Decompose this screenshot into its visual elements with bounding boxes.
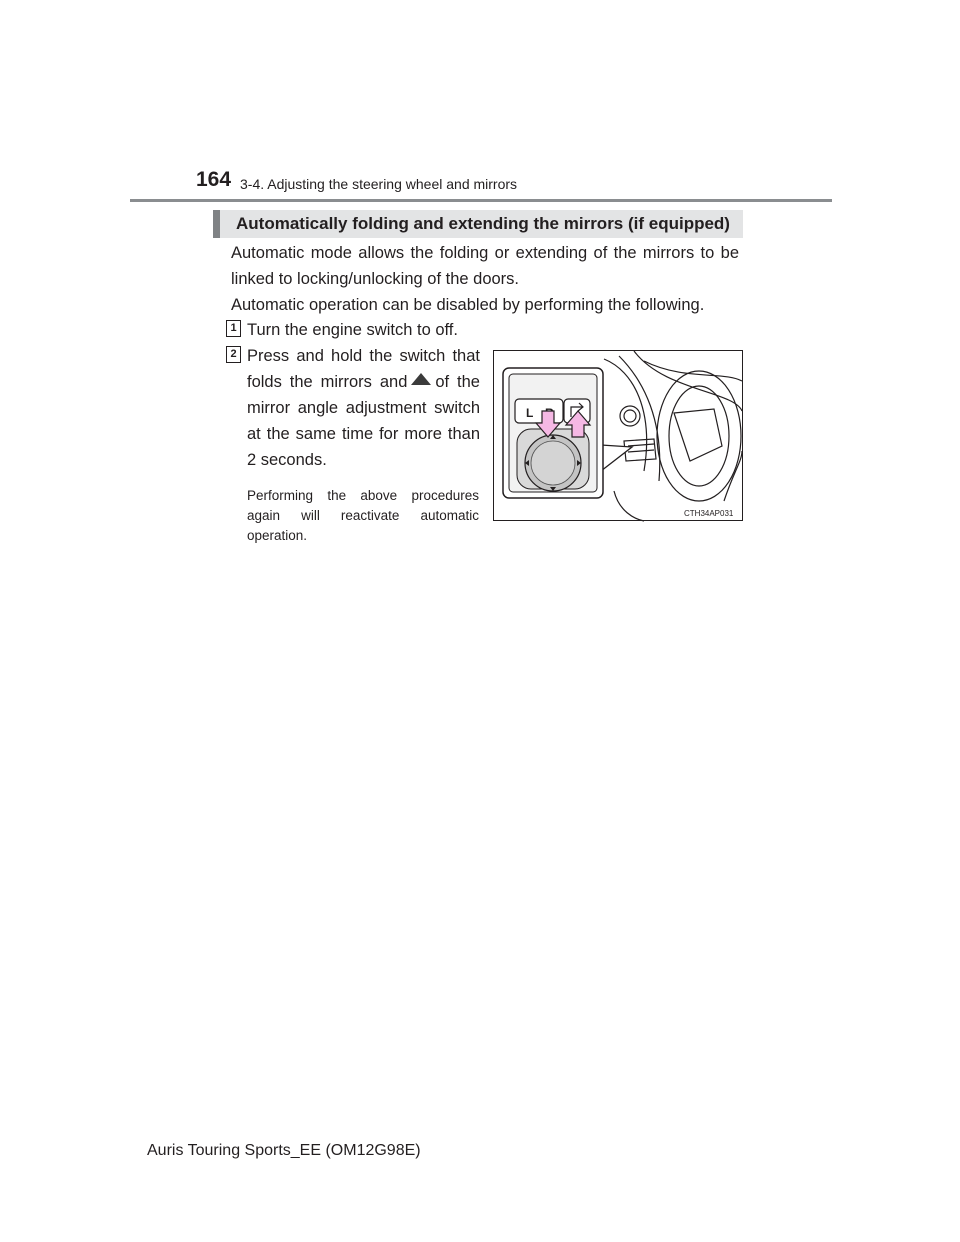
dashboard-line: [634, 351, 742, 411]
left-mirror-label: L: [526, 406, 534, 420]
ignition-ring: [620, 406, 640, 426]
mirror-angle-adjustment-pad: [531, 441, 575, 485]
steering-hub: [674, 409, 722, 461]
step-2-text: [247, 343, 480, 473]
step-2-number: 2: [226, 346, 241, 363]
step-1-number: 1: [226, 320, 241, 337]
note-text: Performing the above procedures again will reactivate automatic operation.: [247, 488, 479, 543]
dashboard-line: [724, 451, 742, 501]
section-heading-bar: [213, 210, 743, 238]
mirror-switch-illustration: [493, 350, 743, 521]
callout-pointer: [601, 445, 632, 471]
section-heading: Automatically folding and extending the mirrors (if equipped): [236, 214, 730, 233]
header-rule: [130, 199, 832, 202]
step-1-text: Turn the engine switch to off.: [247, 321, 458, 339]
up-triangle-icon: [411, 373, 431, 385]
section-path: 3-4. Adjusting the steering wheel and mirrors: [240, 176, 518, 192]
figure-code: CTH34AP031: [684, 509, 734, 518]
dashboard-line: [614, 491, 644, 521]
step-2-text-before: Press and hold the switch that folds the mirrors and: [247, 347, 480, 391]
footer-model: Auris Touring Sports_EE (OM12G98E): [147, 1142, 421, 1159]
switch-cluster-line: [628, 450, 654, 452]
page-number: 164: [196, 168, 232, 191]
mirror-switch-drawing: [494, 351, 744, 522]
switch-cluster-line: [628, 444, 654, 446]
intro-paragraph: Automatic mode allows the folding or extending of the mirrors to be linked to locking/unlocking of the doors.: [231, 244, 739, 288]
step-2-text-after: of the mirror angle adjustment switch at the same time for more than 2 seconds.: [247, 373, 480, 469]
ignition-ring-inner: [624, 410, 636, 422]
disable-paragraph: Automatic operation can be disabled by performing the following.: [231, 296, 705, 314]
lr-select-switch: [515, 399, 563, 423]
